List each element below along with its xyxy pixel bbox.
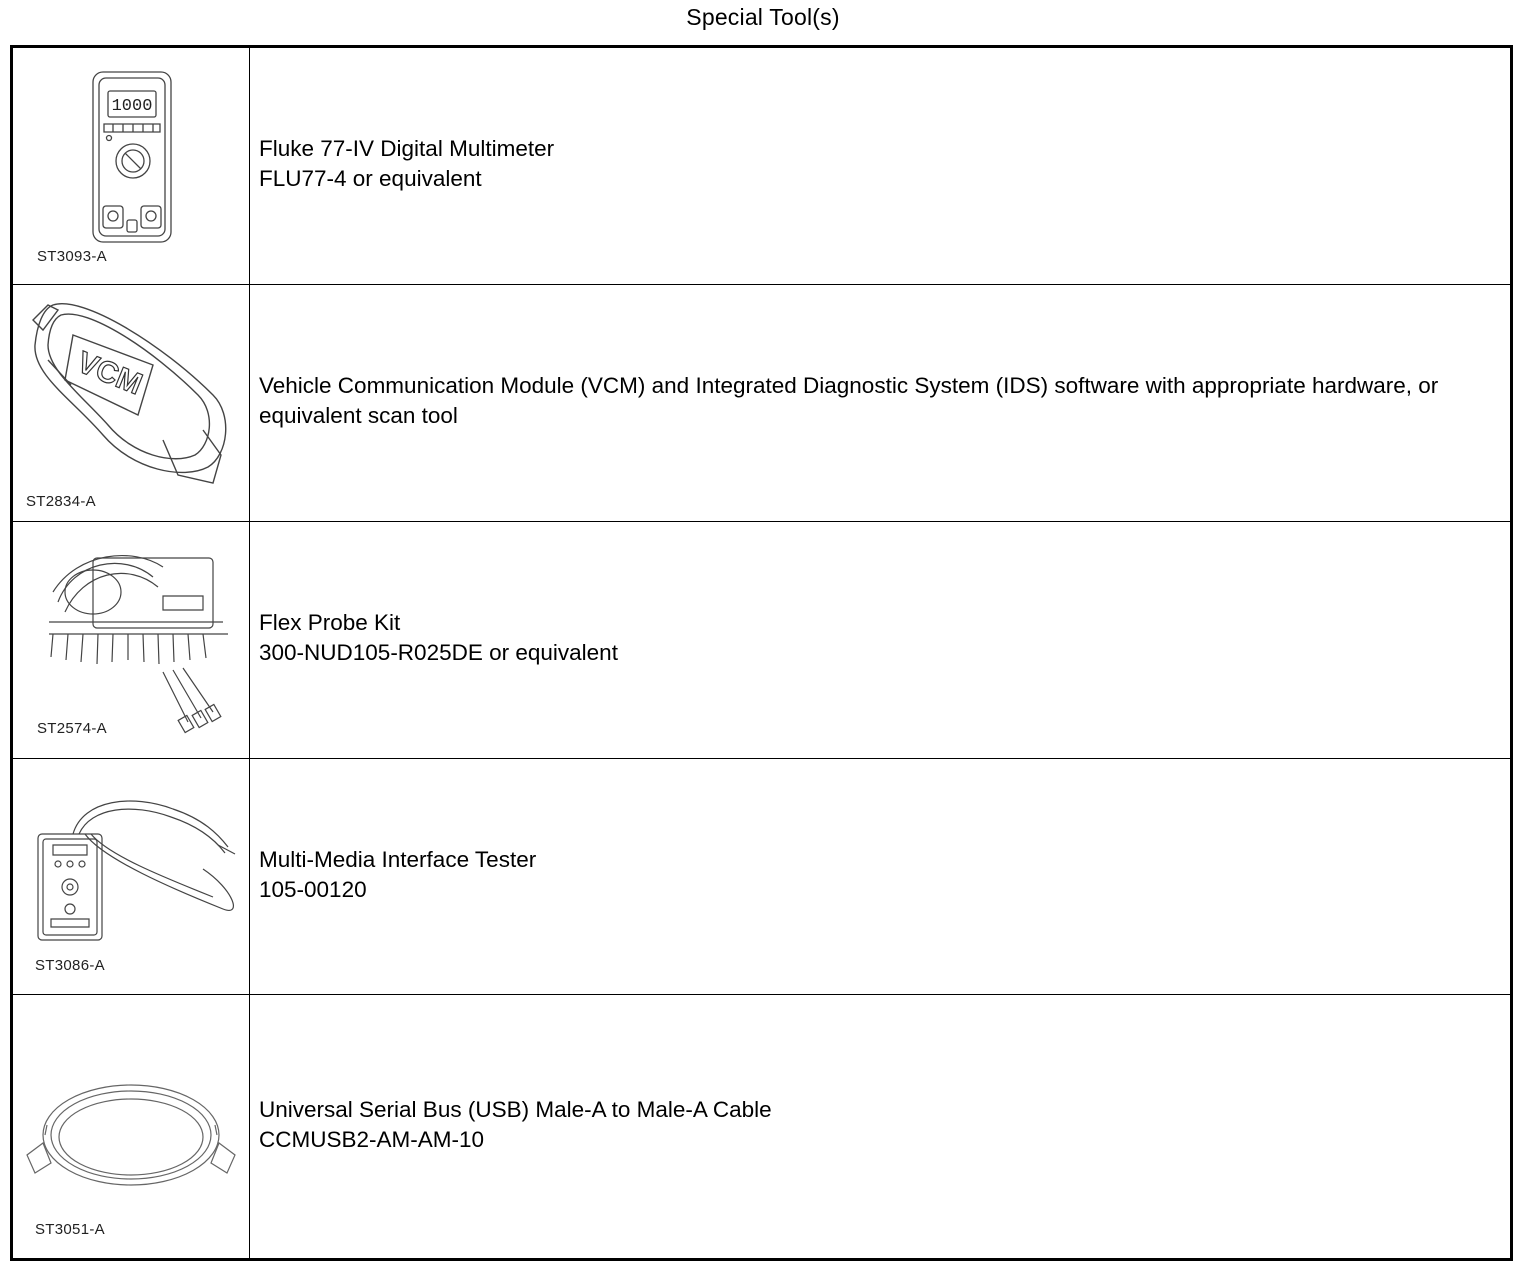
tool-code: ST3093-A bbox=[37, 248, 107, 265]
tool-code: ST2574-A bbox=[37, 720, 107, 737]
tool-image-cell bbox=[13, 48, 250, 284]
tool-code: ST3086-A bbox=[35, 957, 105, 974]
tool-name: Flex Probe Kit bbox=[259, 610, 401, 635]
tool-description bbox=[259, 522, 1500, 758]
tool-row-vcm bbox=[13, 285, 1510, 522]
vcm-label: VCM bbox=[72, 345, 147, 402]
tool-description bbox=[259, 759, 1500, 994]
tool-image-cell bbox=[13, 759, 250, 994]
tool-row-multimeter bbox=[13, 48, 1510, 285]
tool-description bbox=[259, 995, 1500, 1258]
usb-cable-icon bbox=[13, 995, 249, 1258]
tool-part-number: 105-00120 bbox=[259, 876, 367, 902]
tool-part-number: FLU77-4 or equivalent bbox=[259, 166, 482, 191]
tool-row-usb-cable bbox=[13, 995, 1510, 1258]
vcm-module-icon bbox=[13, 285, 249, 521]
tool-name: Universal Serial Bus (USB) Male-A to Male-A Cable bbox=[259, 1096, 772, 1122]
tool-name: Vehicle Communication Module (VCM) and Integrated Diagnostic System (IDS) software with appropriate hardware, or equivalent scan tool bbox=[259, 373, 1439, 428]
display-reading: 1000 bbox=[111, 97, 153, 116]
tool-image-cell bbox=[13, 285, 250, 521]
tool-image-cell bbox=[13, 995, 250, 1258]
tool-code: ST2834-A bbox=[26, 493, 96, 510]
tool-name: Fluke 77-IV Digital Multimeter bbox=[259, 136, 555, 161]
tool-description bbox=[259, 48, 1500, 284]
tool-name: Multi-Media Interface Tester bbox=[259, 846, 537, 872]
tool-description bbox=[259, 285, 1500, 521]
tool-image-cell bbox=[13, 522, 250, 758]
tool-part-number: 300-NUD105-R025DE or equivalent bbox=[259, 640, 618, 665]
special-tools-table bbox=[10, 45, 1513, 1261]
tool-code: ST3051-A bbox=[35, 1221, 105, 1238]
tool-row-multimedia-tester bbox=[13, 759, 1510, 995]
tool-row-flex-probe-kit bbox=[13, 522, 1510, 759]
page-title: Special Tool(s) bbox=[686, 4, 840, 30]
tool-part-number: CCMUSB2-AM-AM-10 bbox=[259, 1126, 485, 1152]
